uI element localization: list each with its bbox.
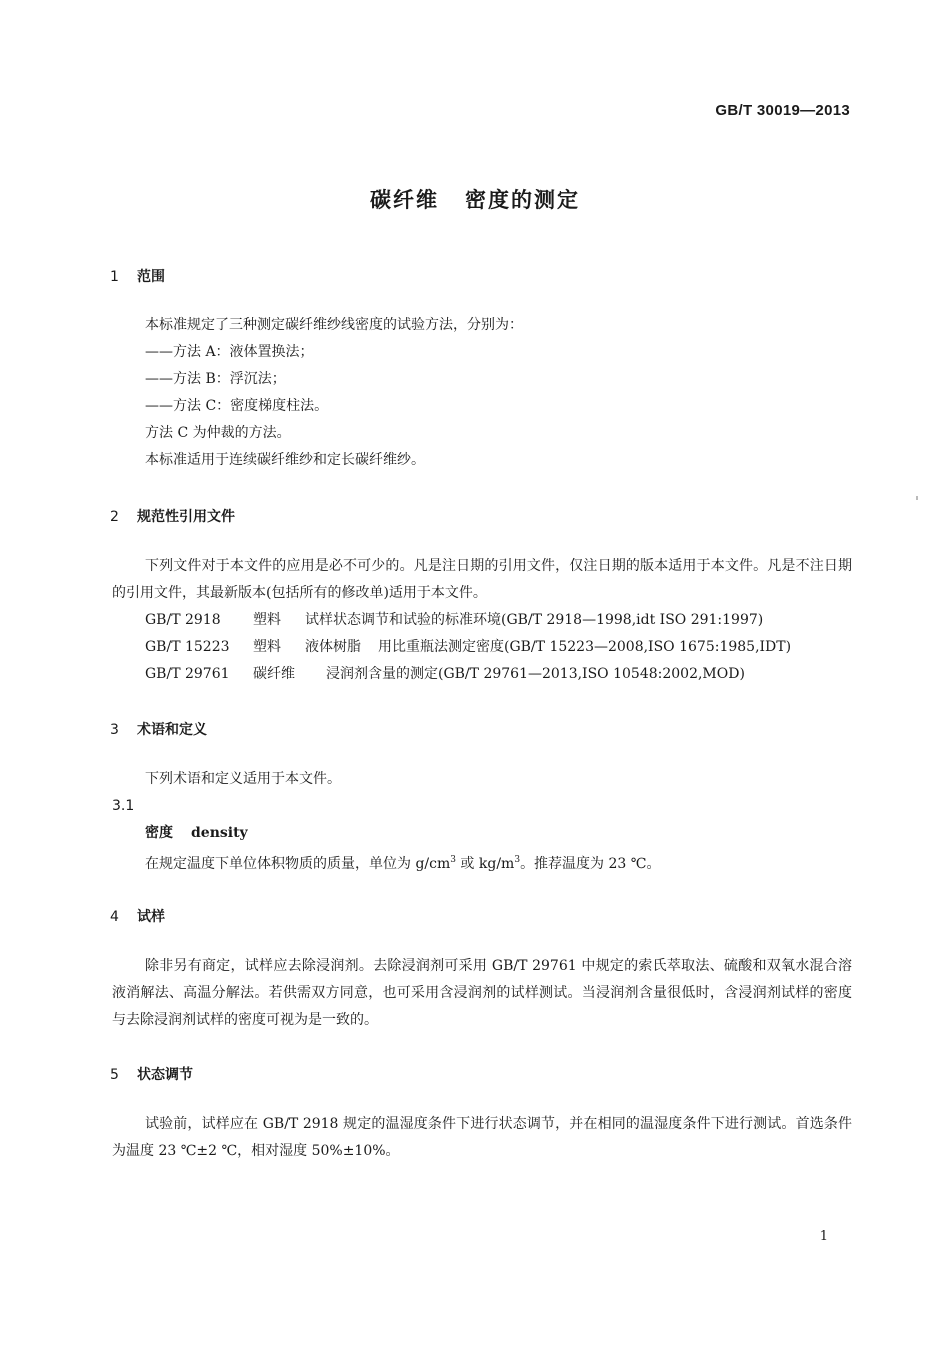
reference-code: GB/T 2918: [145, 612, 221, 628]
section-number: 4: [110, 909, 119, 925]
reference-title: 塑料: [253, 612, 281, 628]
title-part-1: 碳纤维: [370, 188, 439, 212]
section-title: 状态调节: [137, 1067, 193, 1083]
scope-line-1: 本标准规定了三种测定碳纤维纱线密度的试验方法，分别为：: [145, 317, 523, 333]
term-definition: [145, 847, 660, 878]
scope-method-b: ——方法 B：浮沉法；: [145, 371, 286, 387]
reference-1: [145, 607, 763, 634]
conditioning-paragraph: 试验前，试样应在 GB/T 2918 规定的温湿度条件下进行状态调节，并在相同的温湿度条件下进行测试。首选条件为温度 23 ℃±2 ℃，相对湿度 50%±10%。: [112, 1116, 852, 1159]
reference-title: 碳纤维: [253, 666, 295, 682]
superscript: 3: [514, 855, 521, 865]
term-entry: [145, 820, 248, 847]
reference-title: 浸润剂含量的测定(GB/T 29761—2013,ISO 10548:2002,MOD): [326, 666, 745, 682]
reference-title: 用比重瓶法测定密度(GB/T 15223—2008,ISO 1675:1985,IDT): [378, 639, 792, 655]
section-number: 3: [110, 722, 119, 738]
specimen-paragraph: 除非另有商定，试样应去除浸润剂。去除浸润剂可采用 GB/T 29761 中规定的索氏萃取法、硫酸和双氧水混合溶液消解法、高温分解法。若供需双方同意，也可采用含浸润剂的试样测试。当浸润剂含量很低时，含浸润剂试样的密度与去除浸润剂试样的密度可视为是一致的。: [112, 958, 852, 1028]
reference-code: GB/T 15223: [145, 639, 230, 655]
reference-title: 塑料: [253, 639, 281, 655]
reference-2: [145, 634, 791, 661]
scope-applicability: 本标准适用于连续碳纤维纱和定长碳纤维纱。: [145, 452, 425, 468]
section-3-heading: [110, 719, 207, 739]
terms-intro: 下列术语和定义适用于本文件。: [145, 771, 341, 787]
title-part-2: 密度的测定: [465, 188, 580, 212]
reference-3: [145, 661, 745, 688]
section-number: 1: [110, 269, 119, 285]
section-1-heading: [110, 266, 165, 286]
scope-method-c: ——方法 C：密度梯度柱法。: [145, 398, 329, 414]
page-title: [0, 184, 950, 214]
definition-text: 。推荐温度为 23 ℃。: [520, 856, 661, 872]
scan-mark: [916, 496, 918, 500]
term-number: 3.1: [112, 798, 135, 814]
section-title: 规范性引用文件: [137, 509, 235, 525]
section-title: 术语和定义: [137, 722, 207, 738]
page-number: 1: [819, 1229, 828, 1244]
section-number: 2: [110, 509, 119, 525]
term-chinese: 密度: [145, 825, 173, 841]
scope-method-a: ——方法 A：液体置换法；: [145, 344, 314, 360]
section-title: 范围: [137, 269, 165, 285]
references-intro: 下列文件对于本文件的应用是必不可少的。凡是注日期的引用文件，仅注日期的版本适用于本文件。凡是不注日期的引用文件，其最新版本(包括所有的修改单)适用于本文件。: [112, 558, 852, 601]
section-5-heading: [110, 1064, 193, 1084]
reference-code: GB/T 29761: [145, 666, 230, 682]
superscript: 3: [450, 855, 456, 865]
section-title: 试样: [137, 909, 165, 925]
scope-arbitration: 方法 C 为仲裁的方法。: [145, 425, 291, 441]
definition-text: 在规定温度下单位体积物质的质量，单位为 g/cm: [145, 856, 451, 872]
reference-title: 液体树脂: [305, 639, 361, 655]
standard-number: GB/T 30019—2013: [715, 102, 850, 119]
section-4-heading: [110, 906, 165, 926]
definition-text: 或 kg/m: [455, 856, 515, 872]
reference-title: 试样状态调节和试验的标准环境(GB/T 2918—1998,idt ISO 291:1997): [305, 612, 764, 628]
term-english: density: [191, 825, 248, 841]
section-number: 5: [110, 1067, 119, 1083]
section-2-heading: [110, 506, 235, 526]
